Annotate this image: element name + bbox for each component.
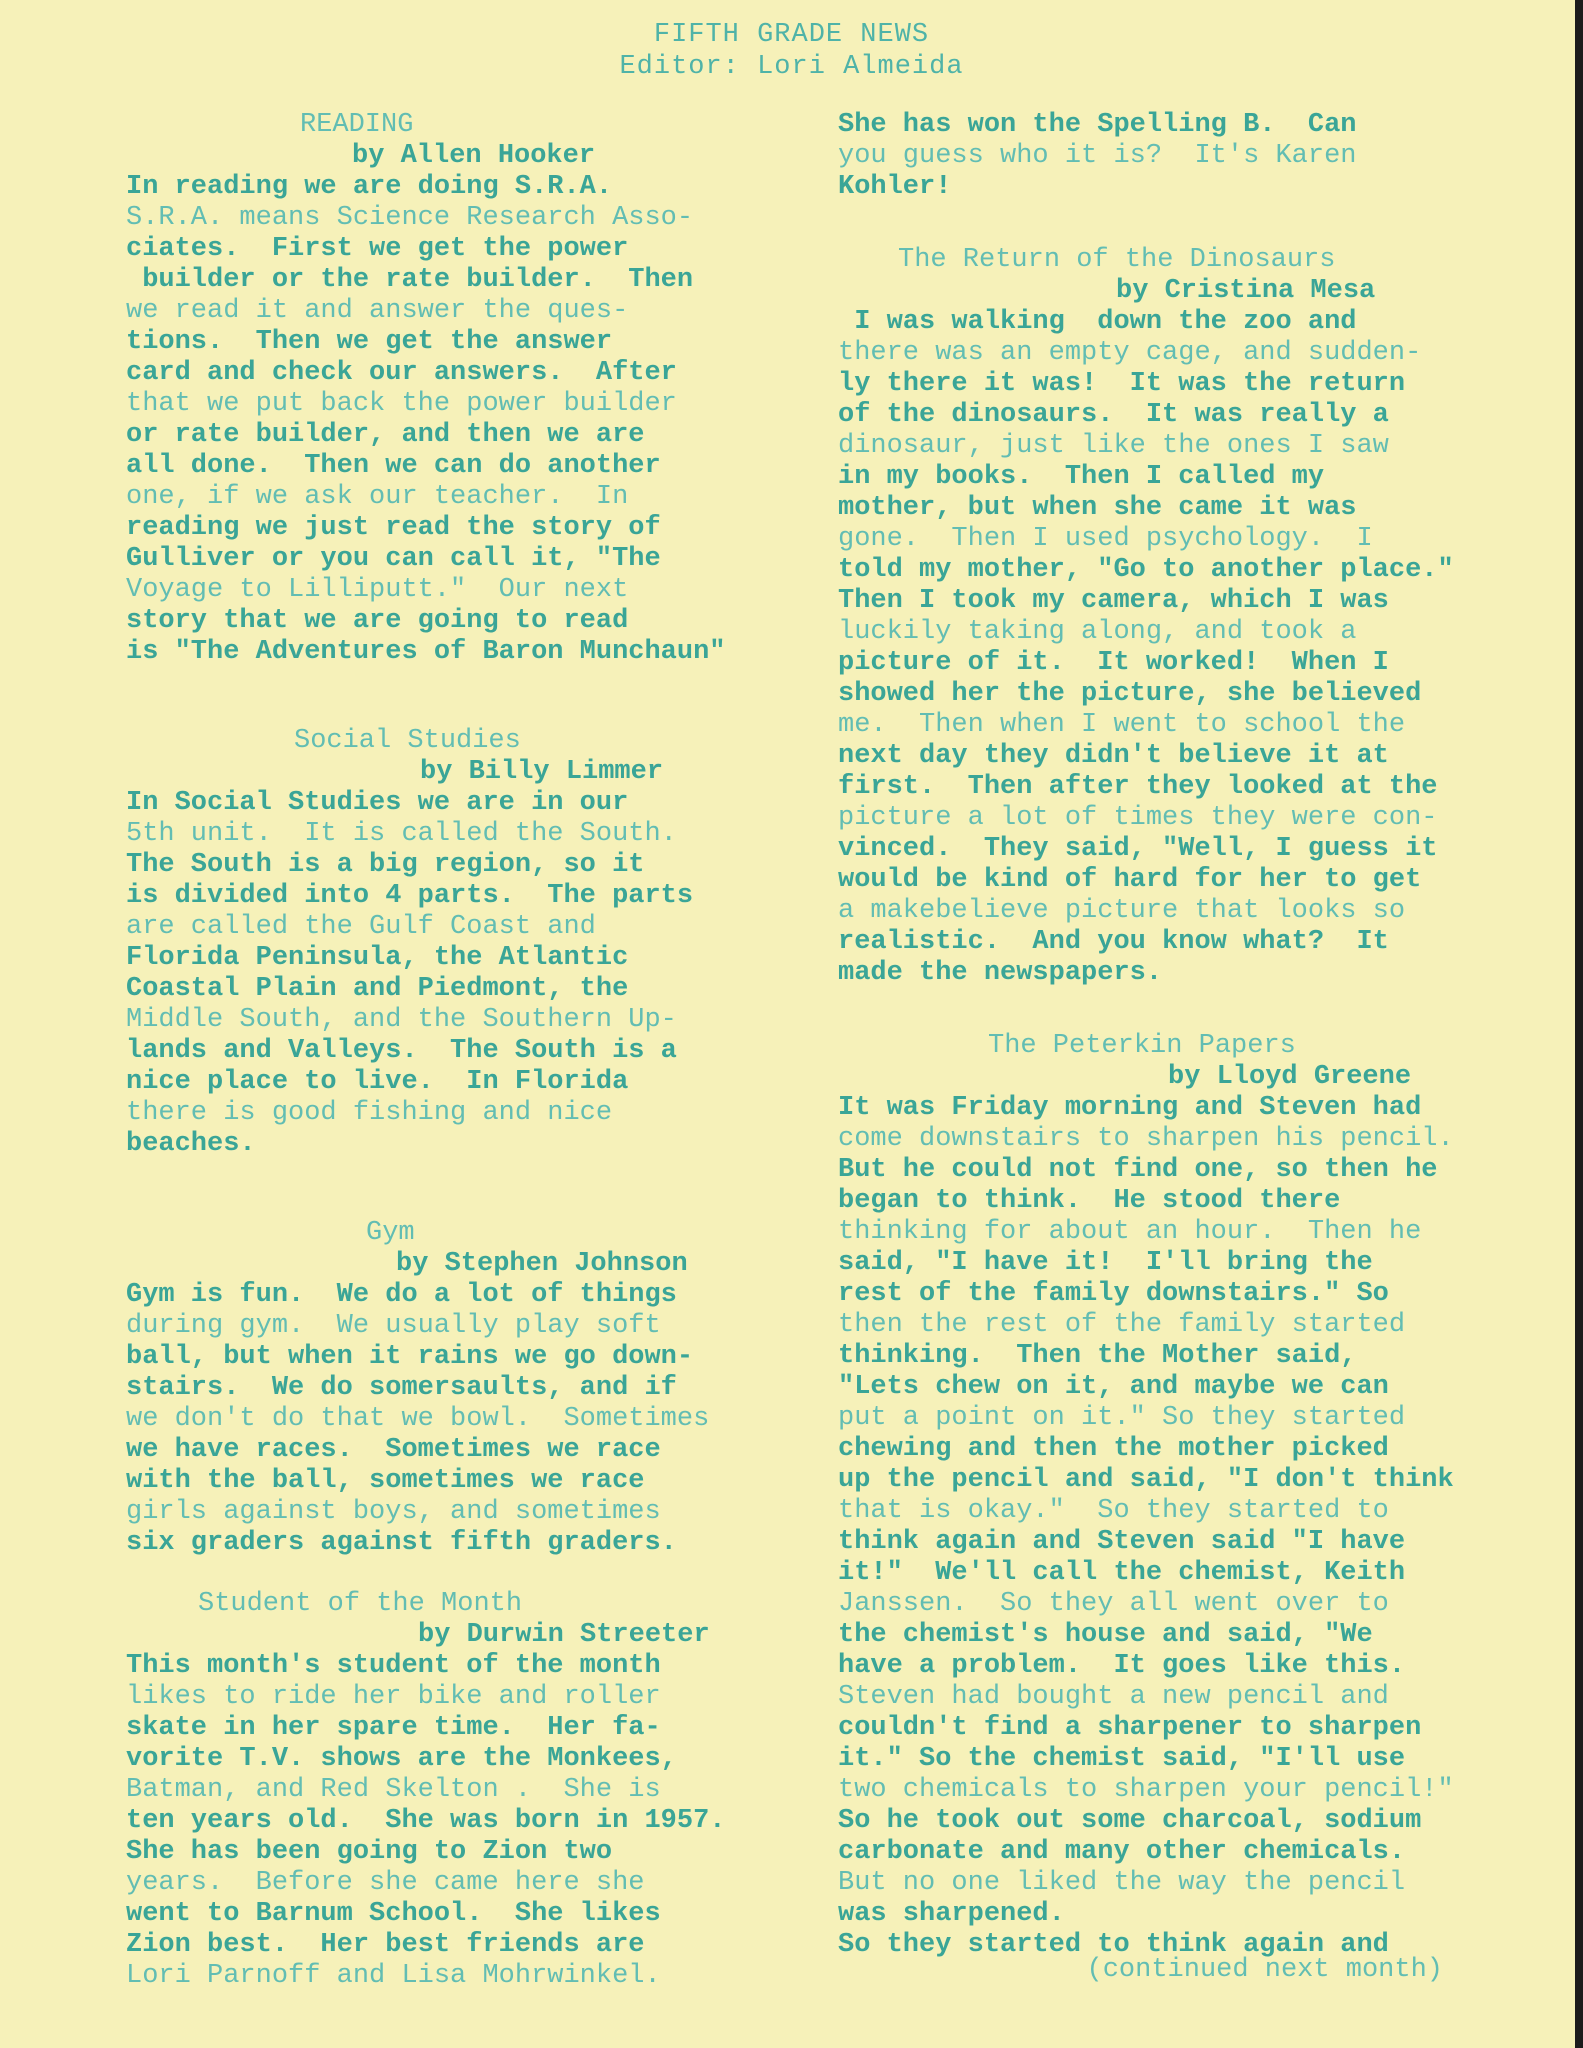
- newsletter-title: FIFTH GRADE NEWS: [653, 20, 930, 50]
- article-title: Gym: [366, 1218, 415, 1248]
- left-column: [126, 110, 796, 1992]
- text-line: "Lets chew on it, and maybe we can: [838, 1372, 1389, 1402]
- article-body: [838, 307, 1538, 989]
- text-line: one, if we ask our teacher. In: [126, 482, 629, 512]
- text-line: builder or the rate builder. Then: [126, 265, 694, 295]
- text-line: the chemist's house and said, "We: [838, 1620, 1373, 1650]
- text-line: realistic. And you know what? It: [838, 927, 1389, 957]
- article-title: Social Studies: [294, 726, 521, 756]
- text-line: Gym is fun. We do a lot of things: [126, 1280, 677, 1310]
- continued-text: [838, 110, 1538, 203]
- text-line: luckily taking along, and took a: [838, 617, 1357, 647]
- page-edge: [1575, 0, 1583, 2048]
- text-line: me. Then when I went to school the: [838, 710, 1406, 740]
- text-line: in my books. Then I called my: [838, 462, 1325, 492]
- article-byline: by Stephen Johnson: [396, 1249, 688, 1279]
- text-line: would be kind of hard for her to get: [838, 865, 1422, 895]
- text-line: vorite T.V. shows are the Monkees,: [126, 1744, 677, 1774]
- text-line: ly there it was! It was the return: [838, 369, 1406, 399]
- text-line: we don't do that we bowl. Sometimes: [126, 1404, 710, 1434]
- text-line: stairs. We do somersaults, and if: [126, 1373, 677, 1403]
- text-line: that we put back the power builder: [126, 389, 677, 419]
- article-reading: [126, 110, 796, 668]
- text-line: is divided into 4 parts. The parts: [126, 881, 694, 911]
- article-body: [126, 1280, 796, 1559]
- text-line: reading we just read the story of: [126, 513, 661, 543]
- text-line: put a point on it." So they started: [838, 1403, 1406, 1433]
- text-line: S.R.A. means Science Research Asso-: [126, 203, 694, 233]
- text-line: that is okay." So they started to: [838, 1496, 1389, 1526]
- text-line: gone. Then I used psychology. I: [838, 524, 1373, 554]
- text-line: In reading we are doing S.R.A.: [126, 172, 613, 202]
- text-line: ball, but when it rains we go down-: [126, 1342, 694, 1372]
- text-line: chewing and then the mother picked: [838, 1434, 1389, 1464]
- text-line: carbonate and many other chemicals.: [838, 1837, 1406, 1867]
- article-body: [126, 788, 796, 1160]
- text-line: So he took out some charcoal, sodium: [838, 1806, 1422, 1836]
- text-line: all done. Then we can do another: [126, 451, 661, 481]
- article-byline: by Cristina Mesa: [1116, 276, 1376, 306]
- text-line: was sharpened.: [838, 1899, 1065, 1929]
- text-line: next day they didn't believe it at: [838, 741, 1389, 771]
- text-line: 5th unit. It is called the South.: [126, 819, 677, 849]
- article-byline: by Billy Limmer: [420, 757, 664, 787]
- article-body: [126, 172, 796, 668]
- text-line: card and check our answers. After: [126, 358, 677, 388]
- article-student-of-the-month: [126, 1589, 796, 1992]
- text-line: This month's student of the month: [126, 1651, 661, 1681]
- text-line: with the ball, sometimes we race: [126, 1466, 645, 1496]
- text-line: rest of the family downstairs." So: [838, 1279, 1389, 1309]
- text-line: Kohler!: [838, 172, 952, 202]
- article-title: Student of the Month: [198, 1589, 523, 1619]
- text-line: picture of it. It worked! When I: [838, 648, 1389, 678]
- text-line: you guess who it is? It's Karen: [838, 141, 1357, 171]
- text-line: picture a lot of times they were con-: [838, 803, 1438, 833]
- text-line: years. Before she came here she: [126, 1868, 645, 1898]
- text-line: it!" We'll call the chemist, Keith: [838, 1558, 1406, 1588]
- article-byline: by Allen Hooker: [352, 141, 596, 171]
- text-line: Then I took my camera, which I was: [838, 586, 1389, 616]
- text-line: She has won the Spelling B. Can: [838, 110, 1357, 140]
- continued-note: (continued next month): [1086, 1955, 1443, 1985]
- article-return-of-the-dinosaurs: [838, 245, 1538, 989]
- text-line: then the rest of the family started: [838, 1310, 1406, 1340]
- text-line: beaches.: [126, 1129, 256, 1159]
- text-line: we read it and answer the ques-: [126, 296, 629, 326]
- text-line: a makebelieve picture that looks so: [838, 896, 1406, 926]
- text-line: It was Friday morning and Steven had: [838, 1093, 1422, 1123]
- text-line: Florida Peninsula, the Atlantic: [126, 943, 629, 973]
- text-line: skate in her spare time. Her fa-: [126, 1713, 661, 1743]
- article-byline: by Durwin Streeter: [418, 1620, 710, 1650]
- text-line: lands and Valleys. The South is a: [126, 1036, 677, 1066]
- text-line: during gym. We usually play soft: [126, 1311, 661, 1341]
- article-title: READING: [300, 110, 414, 140]
- text-line: couldn't find a sharpener to sharpen: [838, 1713, 1422, 1743]
- article-peterkin-papers: [838, 1031, 1538, 1986]
- text-line: are called the Gulf Coast and: [126, 912, 596, 942]
- text-line: we have races. Sometimes we race: [126, 1435, 661, 1465]
- article-title: The Peterkin Papers: [988, 1031, 1296, 1061]
- text-line: nice place to live. In Florida: [126, 1067, 629, 1097]
- article-byline: by Lloyd Greene: [1168, 1062, 1412, 1092]
- text-line: story that we are going to read: [126, 606, 629, 636]
- article-gym: [126, 1218, 796, 1559]
- text-line: Steven had bought a new pencil and: [838, 1682, 1389, 1712]
- text-line: The South is a big region, so it: [126, 850, 645, 880]
- text-line: is "The Adventures of Baron Munchaun": [126, 637, 726, 667]
- text-line: dinosaur, just like the ones I saw: [838, 431, 1389, 461]
- text-line: showed her the picture, she believed: [838, 679, 1422, 709]
- text-line: tions. Then we get the answer: [126, 327, 613, 357]
- right-column: [838, 110, 1538, 1986]
- text-line: In Social Studies we are in our: [126, 788, 629, 818]
- text-line: went to Barnum School. She likes: [126, 1899, 661, 1929]
- text-line: there was an empty cage, and sudden-: [838, 338, 1422, 368]
- text-line: Gulliver or you can call it, "The: [126, 544, 661, 574]
- text-line: up the pencil and said, "I don't think: [838, 1465, 1454, 1495]
- text-line: think again and Steven said "I have: [838, 1527, 1406, 1557]
- text-line: Voyage to Lilliputt." Our next: [126, 575, 629, 605]
- text-line: Zion best. Her best friends are: [126, 1930, 645, 1960]
- text-line: there is good fishing and nice: [126, 1098, 613, 1128]
- text-line: So they started to think again and: [838, 1930, 1389, 1960]
- text-line: But no one liked the way the pencil: [838, 1868, 1406, 1898]
- text-line: have a problem. It goes like this.: [838, 1651, 1406, 1681]
- text-line: made the newspapers.: [838, 958, 1163, 988]
- text-line: come downstairs to sharpen his pencil.: [838, 1124, 1454, 1154]
- text-line: girls against boys, and sometimes: [126, 1497, 661, 1527]
- text-line: Middle South, and the Southern Up-: [126, 1005, 677, 1035]
- article-body: [838, 1093, 1538, 1961]
- text-line: or rate builder, and then we are: [126, 420, 645, 450]
- text-line: six graders against fifth graders.: [126, 1528, 677, 1558]
- text-line: said, "I have it! I'll bring the: [838, 1248, 1373, 1278]
- text-line: I was walking down the zoo and: [838, 307, 1357, 337]
- text-line: told my mother, "Go to another place.": [838, 555, 1454, 585]
- text-line: thinking. Then the Mother said,: [838, 1341, 1357, 1371]
- text-line: began to think. He stood there: [838, 1186, 1341, 1216]
- text-line: likes to ride her bike and roller: [126, 1682, 661, 1712]
- text-line: of the dinosaurs. It was really a: [838, 400, 1389, 430]
- text-line: Coastal Plain and Piedmont, the: [126, 974, 629, 1004]
- text-line: Janssen. So they all went over to: [838, 1589, 1389, 1619]
- editor-line: Editor: Lori Almeida: [619, 52, 964, 82]
- text-line: ciates. First we get the power: [126, 234, 629, 264]
- text-line: it." So the chemist said, "I'll use: [838, 1744, 1406, 1774]
- article-body: [126, 1651, 796, 1992]
- text-line: Batman, and Red Skelton . She is: [126, 1775, 661, 1805]
- text-line: But he could not find one, so then he: [838, 1155, 1438, 1185]
- article-social-studies: [126, 726, 796, 1160]
- text-line: ten years old. She was born in 1957.: [126, 1806, 726, 1836]
- text-line: mother, but when she came it was: [838, 493, 1357, 523]
- article-title: The Return of the Dinosaurs: [898, 245, 1336, 275]
- text-line: Lori Parnoff and Lisa Mohrwinkel.: [126, 1961, 661, 1991]
- text-line: vinced. They said, "Well, I guess it: [838, 834, 1438, 864]
- text-line: thinking for about an hour. Then he: [838, 1217, 1422, 1247]
- text-line: two chemicals to sharpen your pencil!": [838, 1775, 1454, 1805]
- text-line: first. Then after they looked at the: [838, 772, 1438, 802]
- text-line: She has been going to Zion two: [126, 1837, 613, 1867]
